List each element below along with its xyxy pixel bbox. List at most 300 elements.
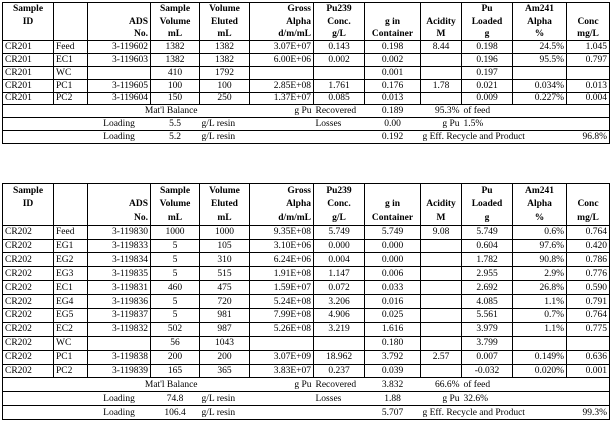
- cell-am241-alpha: 0.6%: [513, 225, 567, 239]
- header-am241-conc: [567, 3, 610, 16]
- header-ads-no: No.: [88, 28, 151, 41]
- header-volume-eluted: Eluted: [200, 197, 250, 211]
- header-pu-loaded: Pu: [462, 3, 513, 16]
- table-header: [3, 184, 610, 226]
- of-feed-label: of feed: [462, 378, 513, 392]
- cell-volume-eluted: 1382: [200, 41, 250, 54]
- cell-volume-eluted: 981: [200, 309, 250, 323]
- cell-am241-alpha: [513, 336, 567, 350]
- table-header: [3, 3, 610, 41]
- cell-am241-alpha: 97.6%: [513, 239, 567, 253]
- cell-acidity: [421, 267, 462, 281]
- header-ads-no: [88, 3, 151, 16]
- table-row: [3, 267, 610, 281]
- header-acidity: [421, 3, 462, 16]
- header-gross-alpha: Alpha: [250, 15, 314, 28]
- header-acidity: Acidity: [421, 15, 462, 28]
- cell-acidity: [421, 322, 462, 336]
- cell-pu-loaded: -0.032: [462, 364, 513, 378]
- cell-ads-no: [88, 336, 151, 350]
- recovered-value: 3.832: [365, 378, 421, 392]
- losses-unit: g Pu: [421, 118, 462, 131]
- cell-pu239-conc: [314, 66, 365, 79]
- table-row: [3, 309, 610, 323]
- cell-pu-loaded: 1.782: [462, 253, 513, 267]
- header-sample-volume: Volume: [151, 15, 200, 28]
- header-stream: [54, 28, 88, 41]
- cell-gross-alpha: 6.24E+06: [250, 253, 314, 267]
- table-row: [3, 92, 610, 105]
- cell-acidity: [421, 336, 462, 350]
- cell-ads-no: 3-119832: [88, 322, 151, 336]
- header-row-3: [3, 211, 610, 225]
- cell-am241-conc: 0.420: [567, 239, 610, 253]
- balance-unit: g Pu: [250, 378, 314, 392]
- cell-pu239-conc: 0.237: [314, 364, 365, 378]
- header-pu239-conc: g/L: [314, 211, 365, 225]
- cell-acidity: [421, 281, 462, 295]
- table-row: [3, 225, 610, 239]
- cell-acidity: [421, 66, 462, 79]
- header-ads-no: [88, 184, 151, 198]
- recovered-label: Recovered: [314, 105, 365, 118]
- header-row-2: [3, 197, 610, 211]
- cell-pu239-conc: 1.761: [314, 79, 365, 92]
- header-pu239-conc: Conc.: [314, 197, 365, 211]
- cell-acidity: [421, 309, 462, 323]
- header-am241-conc: mg/L: [567, 211, 610, 225]
- cell-ads-no: 3-119834: [88, 253, 151, 267]
- cell-pu-loaded: 2.692: [462, 281, 513, 295]
- recovered-pct: 66.6%: [421, 378, 462, 392]
- header-gross-alpha: d/m/mL: [250, 28, 314, 41]
- header-gross-alpha: Gross: [250, 184, 314, 198]
- header-pu-loaded: g: [462, 28, 513, 41]
- cell-pu-g-in-container: 0.198: [365, 41, 421, 54]
- loading-value: 5.5: [151, 118, 200, 131]
- cell-sample-volume: 165: [151, 364, 200, 378]
- cell-gross-alpha: 6.00E+06: [250, 54, 314, 67]
- cell-gross-alpha: 3.07E+09: [250, 350, 314, 364]
- cell-pu-loaded: 5.561: [462, 309, 513, 323]
- cell-pu239-conc: 4.906: [314, 309, 365, 323]
- cell-am241-conc: 0.776: [567, 267, 610, 281]
- cell-sample-id: CR202: [3, 364, 54, 378]
- header-pu-g-in-container: g in: [365, 197, 421, 211]
- cell-acidity: [421, 54, 462, 67]
- cell-am241-conc: 0.590: [567, 281, 610, 295]
- cell-gross-alpha: [250, 66, 314, 79]
- table-row: [3, 336, 610, 350]
- header-pu-g-in-container: Container: [365, 28, 421, 41]
- cell-acidity: [421, 364, 462, 378]
- cell-am241-conc: 0.636: [567, 350, 610, 364]
- cell-pu-loaded: 0.009: [462, 92, 513, 105]
- cell-sample-id: CR202: [3, 225, 54, 239]
- header-sample-id: [3, 28, 54, 41]
- cell-stream: PC1: [54, 79, 88, 92]
- cell-pu-g-in-container: 0.016: [365, 295, 421, 309]
- cell-ads-no: 3-119602: [88, 41, 151, 54]
- cell-sample-id: CR202: [3, 253, 54, 267]
- cell-pu-g-in-container: 3.792: [365, 350, 421, 364]
- losses-label: Losses: [314, 392, 365, 406]
- header-am241-conc: Conc: [567, 197, 610, 211]
- cell-am241-alpha: 24.5%: [513, 41, 567, 54]
- cell-sample-volume: 56: [151, 336, 200, 350]
- header-volume-eluted: Eluted: [200, 15, 250, 28]
- cell-acidity: [421, 239, 462, 253]
- header-sample-id: ID: [3, 15, 54, 28]
- cell-sample-volume: 150: [151, 92, 200, 105]
- header-am241-alpha: %: [513, 211, 567, 225]
- cell-gross-alpha: 7.99E+08: [250, 309, 314, 323]
- cell-pu-loaded: 5.749: [462, 225, 513, 239]
- cell-am241-alpha: 90.8%: [513, 253, 567, 267]
- cell-pu-loaded: 0.021: [462, 79, 513, 92]
- cell-sample-volume: 1000: [151, 225, 200, 239]
- header-acidity: M: [421, 211, 462, 225]
- cell-ads-no: 3-119839: [88, 364, 151, 378]
- cell-stream: EG3: [54, 267, 88, 281]
- cell-sample-volume: 5: [151, 309, 200, 323]
- cell-volume-eluted: 720: [200, 295, 250, 309]
- cell-am241-alpha: 1.1%: [513, 322, 567, 336]
- cell-sample-id: CR202: [3, 295, 54, 309]
- cell-am241-conc: 0.001: [567, 364, 610, 378]
- cell-stream: PC2: [54, 92, 88, 105]
- loading-unit: g/L resin: [200, 392, 314, 406]
- cell-sample-volume: 1382: [151, 54, 200, 67]
- cell-stream: EC1: [54, 54, 88, 67]
- header-stream: [54, 3, 88, 16]
- header-pu-loaded: Pu: [462, 184, 513, 198]
- eff-label: g Eff. Recycle and Product: [421, 406, 567, 420]
- header-am241-conc: Conc: [567, 15, 610, 28]
- run-cr201-table: [2, 2, 610, 144]
- cell-volume-eluted: 1043: [200, 336, 250, 350]
- cell-volume-eluted: 987: [200, 322, 250, 336]
- balance-label: Mat'l Balance: [54, 105, 200, 118]
- cell-pu-loaded: 0.604: [462, 239, 513, 253]
- cell-pu-g-in-container: 1.616: [365, 322, 421, 336]
- cell-pu-g-in-container: 0.176: [365, 79, 421, 92]
- cell-sample-volume: 5: [151, 253, 200, 267]
- loading-label: Loading: [88, 130, 151, 143]
- header-sample-id: [3, 211, 54, 225]
- table-row: [3, 66, 610, 79]
- cell-ads-no: 3-119835: [88, 267, 151, 281]
- cell-ads-no: [88, 66, 151, 79]
- eff-value: 0.192: [365, 130, 421, 143]
- cell-am241-conc: 0.764: [567, 225, 610, 239]
- cell-am241-conc: 0.013: [567, 79, 610, 92]
- cell-pu239-conc: 0.143: [314, 41, 365, 54]
- cell-am241-conc: [567, 336, 610, 350]
- summary-block: [3, 105, 610, 143]
- cell-volume-eluted: 515: [200, 267, 250, 281]
- cell-pu239-conc: 0.002: [314, 54, 365, 67]
- cell-acidity: [421, 92, 462, 105]
- header-sample-volume: mL: [151, 28, 200, 41]
- header-volume-eluted: Volume: [200, 184, 250, 198]
- header-pu-loaded: g: [462, 211, 513, 225]
- cell-am241-alpha: 0.149%: [513, 350, 567, 364]
- cell-sample-id: CR202: [3, 350, 54, 364]
- cell-ads-no: 3-119831: [88, 281, 151, 295]
- cell-acidity: 1.78: [421, 79, 462, 92]
- header-pu-loaded: Loaded: [462, 197, 513, 211]
- header-pu-g-in-container: [365, 3, 421, 16]
- cell-pu239-conc: 0.072: [314, 281, 365, 295]
- header-am241-alpha: Alpha: [513, 15, 567, 28]
- cell-am241-alpha: 95.5%: [513, 54, 567, 67]
- header-am241-conc: [567, 184, 610, 198]
- header-sample-id: ID: [3, 197, 54, 211]
- header-ads-no: No.: [88, 211, 151, 225]
- cell-gross-alpha: 1.37E+07: [250, 92, 314, 105]
- cell-sample-volume: 5: [151, 239, 200, 253]
- cell-sample-volume: 5: [151, 267, 200, 281]
- header-sample-volume: Sample: [151, 3, 200, 16]
- cell-pu-loaded: 0.198: [462, 41, 513, 54]
- header-pu239-conc: Conc.: [314, 15, 365, 28]
- cell-acidity: 2.57: [421, 350, 462, 364]
- table-row: [3, 253, 610, 267]
- cell-sample-id: CR201: [3, 66, 54, 79]
- header-stream: [54, 211, 88, 225]
- header-row-3: [3, 28, 610, 41]
- eff-value: 5.707: [365, 406, 421, 420]
- cell-sample-id: CR201: [3, 79, 54, 92]
- table-row: [3, 281, 610, 295]
- header-pu239-conc: Pu239: [314, 3, 365, 16]
- cell-volume-eluted: 200: [200, 350, 250, 364]
- cell-gross-alpha: 2.85E+08: [250, 79, 314, 92]
- losses-pct: 32.6%: [462, 392, 513, 406]
- cell-gross-alpha: 5.24E+08: [250, 295, 314, 309]
- cell-volume-eluted: 365: [200, 364, 250, 378]
- loading-value: 106.4: [151, 406, 200, 420]
- cell-volume-eluted: 475: [200, 281, 250, 295]
- eff-pct: 99.3%: [567, 406, 610, 420]
- header-pu-g-in-container: g in: [365, 15, 421, 28]
- cell-stream: Feed: [54, 225, 88, 239]
- losses-value: 1.88: [365, 392, 421, 406]
- header-pu239-conc: g/L: [314, 28, 365, 41]
- cell-pu-g-in-container: 0.006: [365, 267, 421, 281]
- losses-pct: 1.5%: [462, 118, 513, 131]
- loading-unit: g/L resin: [200, 118, 314, 131]
- cell-stream: EC2: [54, 322, 88, 336]
- cell-am241-alpha: 0.7%: [513, 309, 567, 323]
- cell-am241-conc: 0.791: [567, 295, 610, 309]
- cell-sample-volume: 1382: [151, 41, 200, 54]
- cell-ads-no: 3-119830: [88, 225, 151, 239]
- cell-pu-g-in-container: 0.000: [365, 239, 421, 253]
- cell-pu239-conc: 0.085: [314, 92, 365, 105]
- cell-gross-alpha: 1.59E+07: [250, 281, 314, 295]
- loading-label: Loading: [88, 392, 151, 406]
- cell-am241-conc: 0.764: [567, 309, 610, 323]
- loading-value: 5.2: [151, 130, 200, 143]
- cell-volume-eluted: 105: [200, 239, 250, 253]
- cell-gross-alpha: [250, 336, 314, 350]
- cell-am241-conc: 0.797: [567, 54, 610, 67]
- cell-acidity: [421, 253, 462, 267]
- loading-value: 74.8: [151, 392, 200, 406]
- cell-pu-g-in-container: 0.002: [365, 54, 421, 67]
- balance-unit: g Pu: [250, 105, 314, 118]
- header-acidity: Acidity: [421, 197, 462, 211]
- cell-stream: EG1: [54, 239, 88, 253]
- losses-label: Losses: [314, 118, 365, 131]
- header-gross-alpha: Gross: [250, 3, 314, 16]
- loading-unit: g/L resin: [200, 406, 314, 420]
- table-row: [3, 239, 610, 253]
- header-stream: [54, 15, 88, 28]
- header-pu-g-in-container: Container: [365, 211, 421, 225]
- table-row: [3, 364, 610, 378]
- header-am241-alpha: Am241: [513, 184, 567, 198]
- cell-sample-id: CR202: [3, 239, 54, 253]
- header-ads-no: ADS: [88, 15, 151, 28]
- cell-sample-volume: 5: [151, 295, 200, 309]
- header-ads-no: ADS: [88, 197, 151, 211]
- cell-am241-alpha: 26.8%: [513, 281, 567, 295]
- cell-stream: EG5: [54, 309, 88, 323]
- cell-pu239-conc: 0.000: [314, 239, 365, 253]
- cell-pu-g-in-container: 0.180: [365, 336, 421, 350]
- header-volume-eluted: Volume: [200, 3, 250, 16]
- cell-pu-loaded: 2.955: [462, 267, 513, 281]
- header-sample-volume: Sample: [151, 184, 200, 198]
- table-row: [3, 322, 610, 336]
- cell-ads-no: 3-119833: [88, 239, 151, 253]
- table-row: [3, 79, 610, 92]
- header-am241-alpha: Alpha: [513, 197, 567, 211]
- cell-pu-loaded: 0.007: [462, 350, 513, 364]
- loading-label: Loading: [88, 406, 151, 420]
- cell-pu239-conc: [314, 336, 365, 350]
- header-gross-alpha: Alpha: [250, 197, 314, 211]
- cell-sample-id: CR202: [3, 281, 54, 295]
- header-pu239-conc: Pu239: [314, 184, 365, 198]
- table-row: [3, 54, 610, 67]
- cell-acidity: [421, 295, 462, 309]
- cell-gross-alpha: 3.10E+06: [250, 239, 314, 253]
- header-pu-loaded: Loaded: [462, 15, 513, 28]
- cell-pu-loaded: 4.085: [462, 295, 513, 309]
- header-row-2: [3, 15, 610, 28]
- header-acidity: M: [421, 28, 462, 41]
- cell-sample-id: CR201: [3, 41, 54, 54]
- cell-volume-eluted: 100: [200, 79, 250, 92]
- cell-pu-g-in-container: 0.013: [365, 92, 421, 105]
- cell-am241-alpha: 0.034%: [513, 79, 567, 92]
- header-am241-alpha: Am241: [513, 3, 567, 16]
- cell-am241-alpha: 2.9%: [513, 267, 567, 281]
- cell-am241-conc: [567, 66, 610, 79]
- header-volume-eluted: mL: [200, 211, 250, 225]
- table-body: [3, 41, 610, 105]
- cell-ads-no: 3-119605: [88, 79, 151, 92]
- cell-pu239-conc: 5.749: [314, 225, 365, 239]
- cell-pu239-conc: 3.219: [314, 322, 365, 336]
- cell-stream: PC1: [54, 350, 88, 364]
- cell-stream: WC: [54, 66, 88, 79]
- cell-sample-id: CR202: [3, 336, 54, 350]
- cell-gross-alpha: 3.83E+07: [250, 364, 314, 378]
- cell-sample-id: CR202: [3, 322, 54, 336]
- cell-gross-alpha: 9.35E+08: [250, 225, 314, 239]
- cell-sample-volume: 200: [151, 350, 200, 364]
- cell-sample-id: CR202: [3, 309, 54, 323]
- cell-pu-loaded: 3.979: [462, 322, 513, 336]
- cell-ads-no: 3-119604: [88, 92, 151, 105]
- eff-label: g Eff. Recycle and Product: [421, 130, 567, 143]
- cell-volume-eluted: 310: [200, 253, 250, 267]
- recovered-value: 0.189: [365, 105, 421, 118]
- cell-stream: PC2: [54, 364, 88, 378]
- recovered-label: Recovered: [314, 378, 365, 392]
- losses-value: 0.00: [365, 118, 421, 131]
- header-gross-alpha: d/m/mL: [250, 211, 314, 225]
- cell-ads-no: 3-119837: [88, 309, 151, 323]
- header-pu-g-in-container: [365, 184, 421, 198]
- table-row: [3, 350, 610, 364]
- cell-stream: EG4: [54, 295, 88, 309]
- run-cr202-table: [2, 183, 610, 420]
- cell-stream: WC: [54, 336, 88, 350]
- cell-pu239-conc: 18.962: [314, 350, 365, 364]
- cell-sample-volume: 410: [151, 66, 200, 79]
- header-sample-id: Sample: [3, 184, 54, 198]
- cell-pu239-conc: 0.004: [314, 253, 365, 267]
- summary-block: [3, 378, 610, 420]
- cell-pu-g-in-container: 0.033: [365, 281, 421, 295]
- cell-gross-alpha: 1.91E+08: [250, 267, 314, 281]
- cell-am241-conc: 0.775: [567, 322, 610, 336]
- header-am241-alpha: %: [513, 28, 567, 41]
- recovered-pct: 95.3%: [421, 105, 462, 118]
- cell-sample-volume: 460: [151, 281, 200, 295]
- cell-ads-no: 3-119836: [88, 295, 151, 309]
- cell-gross-alpha: 3.07E+07: [250, 41, 314, 54]
- cell-sample-id: CR201: [3, 54, 54, 67]
- header-acidity: [421, 184, 462, 198]
- header-stream: [54, 184, 88, 198]
- cell-pu-g-in-container: 0.025: [365, 309, 421, 323]
- cell-pu-loaded: 0.197: [462, 66, 513, 79]
- cell-am241-conc: 0.786: [567, 253, 610, 267]
- cell-pu-g-in-container: 0.039: [365, 364, 421, 378]
- cell-pu-g-in-container: 0.001: [365, 66, 421, 79]
- header-row-1: [3, 184, 610, 198]
- loading-label: Loading: [88, 118, 151, 131]
- cell-sample-id: CR202: [3, 267, 54, 281]
- header-am241-conc: mg/L: [567, 28, 610, 41]
- cell-pu-g-in-container: 0.000: [365, 253, 421, 267]
- cell-am241-alpha: 0.227%: [513, 92, 567, 105]
- cell-ads-no: 3-119603: [88, 54, 151, 67]
- of-feed-label: of feed: [462, 105, 513, 118]
- header-sample-id: Sample: [3, 3, 54, 16]
- cell-am241-alpha: 1.1%: [513, 295, 567, 309]
- losses-unit: g Pu: [421, 392, 462, 406]
- header-stream: [54, 197, 88, 211]
- header-sample-volume: mL: [151, 211, 200, 225]
